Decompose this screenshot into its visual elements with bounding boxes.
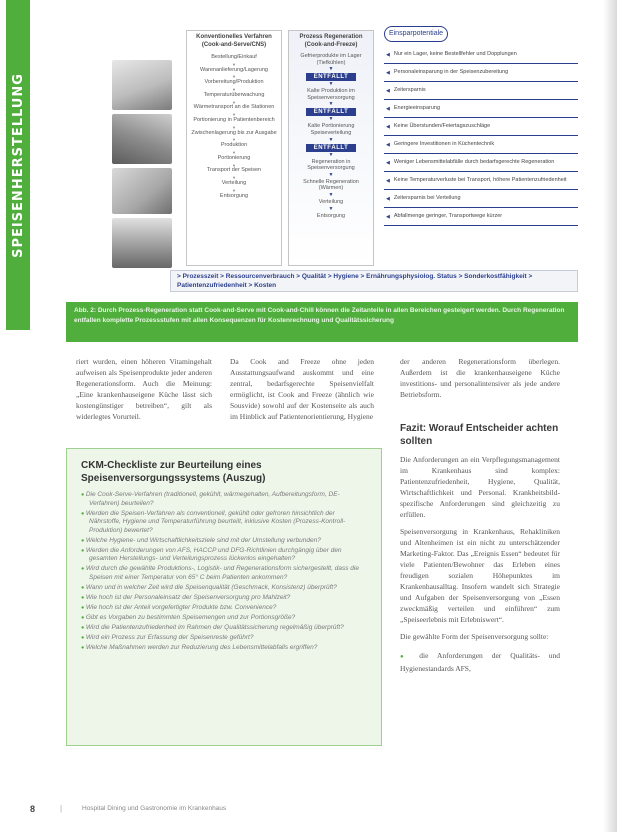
checklist-item: ● Gibt es Vorgaben zu bestimmten Speisemengen und zur Portionsgröße? bbox=[81, 614, 367, 623]
conventional-step: Verteilung ▼ bbox=[187, 178, 281, 191]
body-column-3 bbox=[400, 356, 560, 674]
conventional-step: Zwischenlagerung bis zur Ausgabe ▼ bbox=[187, 128, 281, 141]
savings-item: ◀ Zeitersparnis bbox=[384, 82, 578, 100]
checklist-item: ● Die Cook-Serve-Verfahren (traditionell, gekühlt, wärmegehalten, Aufbereitungsform, DE-Verfahren) beurteilen? bbox=[81, 491, 367, 508]
checklist-item: ● Wie hoch ist der Anteil vorgefertigter Produkte bzw. Convenience? bbox=[81, 604, 367, 613]
checklist-item: ● Wird die Patientenzufriedenheit im Rahmen der Qualitätssicherung regelmäßig überprüft? bbox=[81, 624, 367, 633]
savings-item: ◀ Keine Temperaturverluste bei Transport, höhere Patientenzufriedenheit bbox=[384, 172, 578, 190]
checklist-box bbox=[66, 448, 382, 746]
body-column-1: riert wurden, einen höheren Vitamingehalt aufweisen als Speisenprodukte jeder anderen Regenerationsform. Auch die Meinung: „Eine krankenhauseigene Küche lässt sich kostengünstiger betreiben“, gilt als widerlegtes Vorurteil. bbox=[76, 357, 212, 421]
figure-caption: Abb. 2: Durch Prozess-Regeneration statt Cook-and-Serve mit Cook-and-Chill können die Zeitanteile in allen Bereichen gesteigert werden. Durch Regeneration entfallen komplette Prozessstufen mit allen Konsequenzen für Kostenrechnung und Qualitätssicherung bbox=[66, 302, 578, 342]
checklist-item: ● Welche Maßnahmen werden zur Reduzierung des Lebensmittelabfalls ergriffen? bbox=[81, 644, 367, 653]
conventional-process-title: Konventionelles Verfahren (Cook-and-Serve/CNS) bbox=[196, 34, 272, 48]
savings-badge: Einsparpotentiale bbox=[384, 26, 448, 42]
col3-bullet: ● die Anforderungen der Qualitäts- und Hygienestandards AFS, bbox=[400, 650, 560, 674]
photo-delivery-truck bbox=[112, 60, 172, 110]
col3-paragraph-3: Die gewählte Form der Speisenversorgung sollte: bbox=[400, 632, 549, 641]
conventional-step: Warenanlieferung/Lagerung ▼ bbox=[187, 65, 281, 78]
regeneration-step: Kalte Produktion im Speisenversorgung bbox=[307, 88, 355, 101]
regeneration-flow bbox=[289, 52, 373, 220]
checklist-item: ● Wie hoch ist der Personaleinsatz der Speisenversorgung pro Mahlzeit? bbox=[81, 594, 367, 603]
conventional-steps-list bbox=[187, 52, 281, 203]
savings-item: ◀ Abfallmenge geringer, Transportwege kürzer bbox=[384, 208, 578, 226]
conventional-step: Portionierung in Patientenbereich ▼ bbox=[187, 115, 281, 128]
section-side-label: SPEISENHERSTELLUNG bbox=[10, 72, 26, 258]
checklist-item: ● Wann und in welcher Zeit wird die Speisenqualität (Geschmack, Konsistenz) überprüft? bbox=[81, 584, 367, 593]
col3-paragraph-2: Speisenversorgung in Krankenhaus, Rehakliniken und Altenheimen ist ein nicht zu unterschätzender Marketing-Faktor. Das „Ereignis Essen“ bedeutet für viele Patienten/Bewohner das Erleben eines freudigen sozialen Höhepunktes im Krankenhausalltag. Insofern wandelt sich Strategie und Aufgaben der Speisenversorgung von „Essen zweckmäßig verteilen und einführen“ zum „Speiseerlebnis mit Erlebniswert“. bbox=[400, 527, 560, 624]
savings-item: ◀ Energieeinsparung bbox=[384, 100, 578, 118]
entfaellt-label: ENTFÄLLT bbox=[306, 144, 357, 152]
scan-edge-shadow bbox=[603, 0, 617, 832]
regeneration-process-column bbox=[288, 30, 374, 266]
regeneration-process-title: Prozess Regeneration (Cook-and-Freeze) bbox=[299, 34, 363, 48]
conventional-step: Vorbereitung/Produktion ▼ bbox=[187, 77, 281, 90]
conventional-step: Portionierung ▼ bbox=[187, 153, 281, 166]
regeneration-step: Schnelle Regeneration (Wärmen) bbox=[303, 178, 359, 192]
flow-arrow-icon: ▼ bbox=[328, 116, 334, 123]
regeneration-step: Entsorgung bbox=[316, 212, 346, 219]
publication-name: Hospital Dining und Gastronomie im Krankenhaus bbox=[82, 805, 227, 812]
conventional-process-column bbox=[186, 30, 282, 266]
regeneration-step: Verteilung bbox=[318, 198, 344, 205]
col3-bullet-list bbox=[400, 650, 560, 674]
outcomes-bar: > Prozesszeit > Ressourcenverbrauch > Qualität > Hygiene > Ernährungsphysiolog. Status > Sonderkostfähigkeit > Patientenzufriedenheit > Kosten bbox=[170, 270, 578, 292]
process-figure bbox=[66, 22, 578, 330]
flow-arrow-icon: ▼ bbox=[328, 191, 334, 198]
flow-arrow-icon: ▼ bbox=[328, 101, 334, 108]
flow-arrow-icon: ▼ bbox=[328, 136, 334, 143]
checklist-title: CKM-Checkliste zur Beurteilung eines Speisenversorgungssystems (Auszug) bbox=[81, 460, 266, 484]
photo-patient-service bbox=[112, 218, 172, 268]
col3-paragraph-1: Die Anforderungen an ein Verpflegungsmanagement im Krankenhaus sind komplex: Patientenzufriedenheit, Hygiene, Qualität, Wirtschaftlichkeit und Personal. Krankheitsbild-spezifische Anforderungen sind gleichzeitig zu erfüllen. bbox=[400, 455, 560, 519]
regeneration-step: Regeneration in Speisenversorgung bbox=[307, 158, 355, 172]
savings-list bbox=[384, 46, 578, 226]
flow-arrow-icon: ▼ bbox=[328, 171, 334, 178]
regeneration-step: Gefrierprodukte im Lager (Tiefkühlen) bbox=[300, 53, 362, 66]
checklist-item: ● Welche Hygiene- und Wirtschaftlichkeitsziele sind mit der Umstellung verbunden? bbox=[81, 537, 367, 546]
savings-item: ◀ Keine Überstunden/Feiertagszuschläge bbox=[384, 118, 578, 136]
photo-kitchen bbox=[112, 114, 172, 164]
checklist-item: ● Wird ein Prozess zur Erfassung der Speisenreste geführt? bbox=[81, 634, 367, 643]
flow-arrow-icon: ▼ bbox=[328, 81, 334, 88]
conventional-step: Temperaturüberwachung ▼ bbox=[187, 90, 281, 103]
conventional-step: Produktion ▼ bbox=[187, 140, 281, 153]
page-number: 8 bbox=[30, 804, 36, 814]
conventional-step: Transport der Speisen ▼ bbox=[187, 165, 281, 178]
savings-item: ◀ Geringere Investitionen in Küchentechnik bbox=[384, 136, 578, 154]
photo-chef bbox=[112, 168, 172, 214]
checklist-item: ● Werden die Speisen-Verfahren als conventionell, gekühlt oder gefroren hinsichtlich der Nährstoffe, Hygiene und Temperaturführung beurteilt, inklusive Kosten (Prozess-Kontroll-Produktion) bewertet? bbox=[81, 510, 367, 536]
conventional-step: Entsorgung bbox=[219, 192, 249, 199]
photo-column bbox=[112, 60, 172, 268]
flow-arrow-icon: ▼ bbox=[328, 205, 334, 212]
fazit-heading: Fazit: Worauf Entscheider achten sollten bbox=[400, 423, 559, 447]
col3-intro: der anderen Regenerationsform überlegen. Außerdem ist die krankenhauseigene Küche investitions- und personalintensiver als jede andere Betriebsform. bbox=[400, 357, 560, 399]
flow-arrow-icon: ▼ bbox=[328, 151, 334, 158]
entfaellt-label: ENTFÄLLT bbox=[306, 108, 357, 116]
conventional-step: Wärmetransport an die Stationen ▼ bbox=[187, 102, 281, 115]
checklist-item: ● Werden die Anforderungen von AFS, HACCP und DFG-Richtlinien durchgängig über den gesamten Herstellungs- und Verteilungsprozess lückenlos eingehalten? bbox=[81, 547, 367, 564]
checklist-items bbox=[67, 489, 381, 656]
flow-arrow-icon: ▼ bbox=[328, 66, 334, 73]
savings-item: ◀ Nur ein Lager, keine Bestellfehler und Dopplungen bbox=[384, 46, 578, 64]
regeneration-step: Kalte Portionierung Speiseverteilung bbox=[307, 123, 355, 136]
conventional-step: Bestellung/Einkauf ▼ bbox=[187, 52, 281, 65]
body-column-2: Da Cook and Freeze ohne jeden Ausstattungsaufwand auskommt und eine zentral, bedarfsgerechte Speisenvielfalt ermöglicht, ist Cook and Freeze (ähnlich wie Sousvide) sowohl auf der Kostenseite als auch im Hinblick auf Patientenorientierung, Hygiene bbox=[230, 357, 374, 421]
savings-item: ◀ Weniger Lebensmittelabfälle durch bedarfsgerechte Regeneration bbox=[384, 154, 578, 172]
entfaellt-label: ENTFÄLLT bbox=[306, 73, 357, 81]
checklist-item: ● Wird durch die gewählte Produktions-, Logistik- und Regenerationsform sichergestellt, dass die Speisen mit einer Temperatur von 65° C beim Patienten ankommen? bbox=[81, 565, 367, 582]
savings-item: ◀ Zeitersparnis bei Verteilung bbox=[384, 190, 578, 208]
footer-separator: | bbox=[60, 804, 63, 813]
savings-item: ◀ Personaleinsparung in der Speisenzubereitung bbox=[384, 64, 578, 82]
